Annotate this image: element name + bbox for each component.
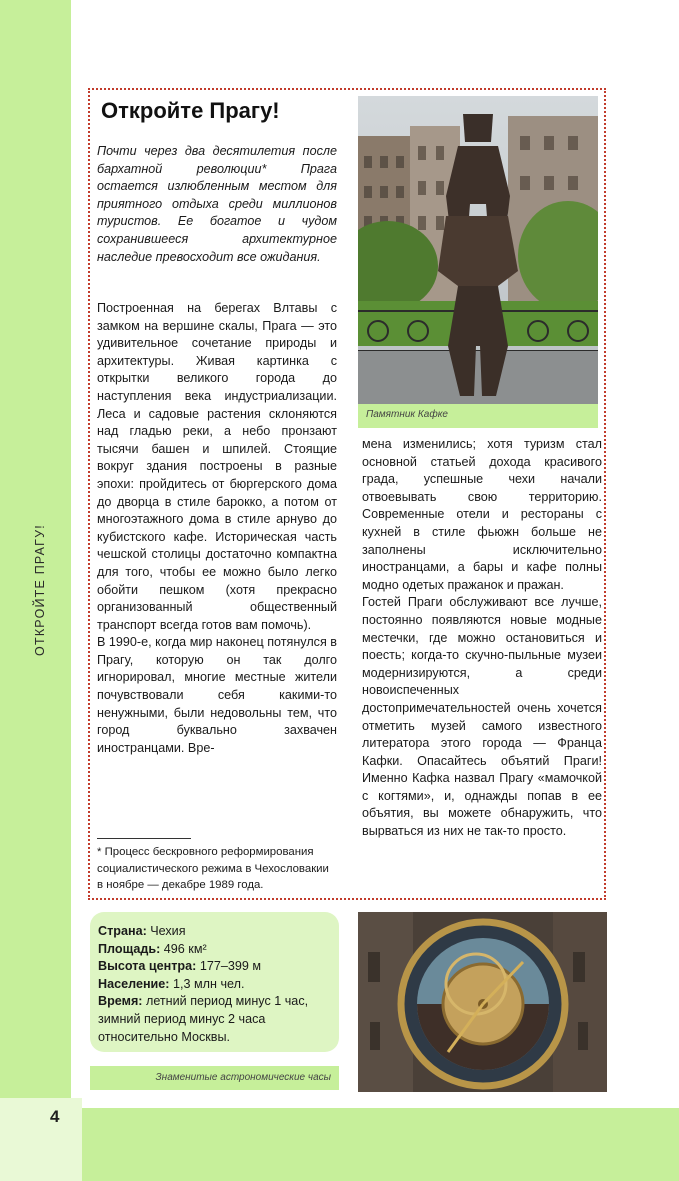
- intro-paragraph: [97, 143, 337, 266]
- facts-box: [90, 912, 339, 1052]
- fact-time: Время: летний период минус 1 час, зимний период минус 2 часа относительно Москвы.: [98, 994, 309, 1044]
- section-label: ОТКРОЙТЕ ПРАГУ!: [33, 524, 47, 656]
- sidebar-band: [0, 0, 71, 1181]
- body-paragraph: Построенная на берегах Влтавы с замком на вершине скалы, Прага — это удивительное сочетание природы и архитектуры. Живая картинка с открытки великого города до наступления века индустриализации. Леса и садовые растения склоняются над гладью реки, а небо пронзают тысячи башен и шпилей. Стоящие вокруг здания построены в разные эпохи: пройдитесь от бюргерского дома до дворца в стиле барокко, а потом от многоэтажного дома в стиле арнуво до кубистского кафе. Историческая часть чешской столицы достаточно компактна для того, чтобы ее можно было легко обойти пешком (хотя прекрасно организованный общественный транспорт всегда готов вам помочь).: [97, 301, 337, 632]
- clock-photo-caption: Знаменитые астрономические часы: [90, 1066, 339, 1090]
- body-paragraph: В 1990-е, когда мир наконец потянулся в Прагу, которую он так долго игнорировал, многие местные жители почувствовали себя какими-то ненужными, были недовольны тем, что город буквально захвачен иностранцами. Вре-: [97, 635, 337, 755]
- body-column-right: [362, 436, 602, 841]
- page-number-box: [0, 1098, 82, 1181]
- article-title: Откройте Прагу!: [101, 98, 280, 123]
- astronomical-clock-photo: [358, 912, 607, 1092]
- kafka-photo-caption: Памятник Кафке: [358, 404, 598, 428]
- body-column-left: [97, 300, 337, 757]
- footnote: * Процесс бескровного реформирования социалистического режима в Чехословакии в ноябре — декабре 1989 года.: [97, 846, 329, 891]
- bottom-band: [82, 1108, 679, 1181]
- fact-area: Площадь: 496 км²: [98, 941, 207, 956]
- fact-country: Страна: Чехия: [98, 924, 186, 938]
- fact-population: Население: 1,3 млн чел.: [98, 976, 245, 991]
- footnote-divider: [97, 838, 191, 839]
- fact-altitude: Высота центра: 177–399 м: [98, 959, 262, 974]
- body-paragraph: Гостей Праги обслуживают все лучше, постоянно появляются новые модные местечки, где можно остановиться и поесть; когда-то скучно-пыльные музеи модернизируются, а среди новоиспеченных достопримечательностей очень хочется отметить музей самого известного литератора этого города — Франца Кафки. Опасайтесь объятий Праги! Именно Кафка назвал Прагу «мамочкой с когтями», и, однажды попав в ее объятия, вы можете обнаружить, что вырваться из них не так-то просто.: [362, 595, 602, 839]
- kafka-monument-photo: [358, 96, 598, 404]
- body-paragraph: мена изменились; хотя туризм стал основной статьей дохода красивого града, успешные чехи начали отвоевывать свою территорию. Современные отели и рестораны с кухней в стиле фьюжн больше не заполнены исключительно иностранцами, а бары и кафе полны модно одетых пражанок и пражан.: [362, 437, 602, 592]
- page-number: 4: [50, 1107, 60, 1126]
- intro-text: Почти через два десятилетия после бархатной революции* Прага остается излюбленным местом для приятного отдыха среди миллионов туристов. Ее богатое и чудом сохранившееся архитектурное наследие превосходит все ожидания.: [97, 144, 337, 264]
- astronomical-clock-image: [358, 912, 607, 1092]
- kafka-statue-image: [358, 96, 598, 404]
